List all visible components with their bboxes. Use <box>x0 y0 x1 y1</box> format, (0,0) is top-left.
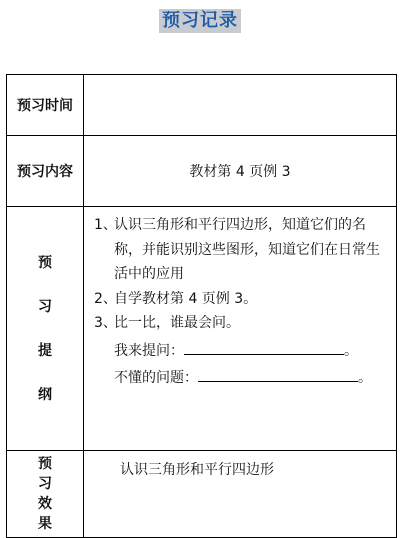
outline-label-char: 习 <box>38 298 52 315</box>
outline-item <box>94 311 390 336</box>
preview-outline-label <box>7 207 84 451</box>
outline-item-number: 1、 <box>94 217 117 233</box>
effect-label-char: 效 <box>38 496 52 512</box>
row-preview-effect <box>7 451 397 538</box>
outline-item-text: 比一比，谁最会问。 <box>114 315 240 331</box>
outline-item-text: 认识三角形和平行四边形，知道它们的名称，并能识别这些图形，知道它们在日常生活中的应用 <box>114 217 380 282</box>
unknown-question-line <box>94 363 390 391</box>
outline-item <box>94 287 390 312</box>
preview-time-value <box>84 75 397 136</box>
preview-content-value: 教材第 4 页例 3 <box>84 136 397 207</box>
ask-question-line <box>94 336 390 364</box>
outline-label-char: 提 <box>38 342 52 359</box>
ask-question-end: 。 <box>344 342 358 359</box>
effect-label-char: 习 <box>38 476 52 492</box>
outline-item-number: 3、 <box>94 315 117 331</box>
preview-effect-value: 认识三角形和平行四边形 <box>84 451 397 538</box>
unknown-question-end: 。 <box>358 370 372 386</box>
outline-label-char: 预 <box>38 254 52 271</box>
outline-label-char: 纲 <box>38 386 52 403</box>
outline-item-number: 2、 <box>94 290 117 307</box>
outline-item <box>94 213 390 287</box>
preview-outline-content <box>84 207 397 451</box>
effect-label-char: 果 <box>38 516 52 532</box>
unknown-question-label: 不懂的问题： <box>114 370 198 386</box>
effect-label-char: 预 <box>38 456 52 472</box>
outline-item-text: 自学教材第 4 页例 3。 <box>114 290 258 307</box>
title-wrap <box>0 9 400 33</box>
row-preview-outline <box>7 207 397 451</box>
ask-question-label: 我来提问： <box>114 342 184 359</box>
preview-content-label: 预习内容 <box>7 136 84 207</box>
preview-effect-label <box>7 451 84 538</box>
preview-record-table <box>6 74 397 538</box>
page-title: 预习记录 <box>159 9 241 33</box>
unknown-question-blank[interactable] <box>198 363 358 382</box>
row-preview-time <box>7 75 397 136</box>
preview-time-label: 预习时间 <box>7 75 84 136</box>
row-preview-content <box>7 136 397 207</box>
ask-question-blank[interactable] <box>184 336 344 355</box>
